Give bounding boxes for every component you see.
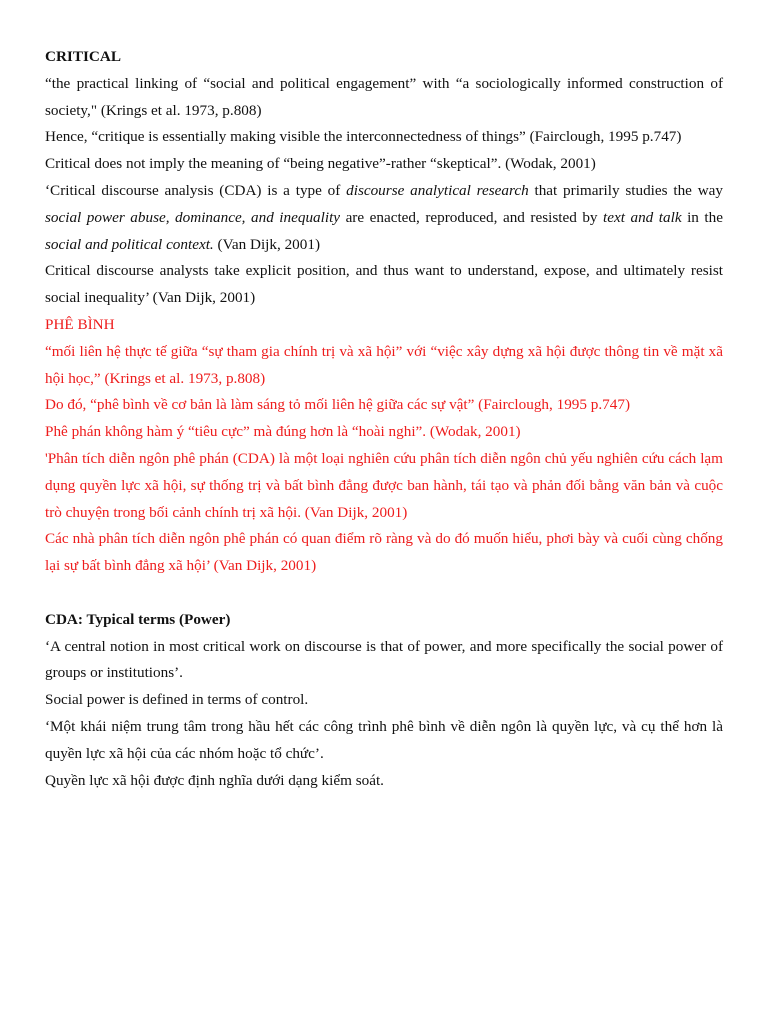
paragraph-social-power-control: Social power is defined in terms of control.	[45, 691, 309, 709]
paragraph-power-notion: ‘A central notion in most critical work on discourse is that of power, and more specifically the social power of groups or institutions’.	[45, 637, 723, 682]
paragraph-cda-definition	[45, 178, 723, 258]
paragraph-cda-analysts: Critical discourse analysts take explicit position, and thus want to understand, expose, and ultimately resist social inequality’ (Van Dijk, 2001)	[45, 262, 723, 307]
text-span: ‘Critical discourse analysis (CDA) is a type of	[45, 181, 347, 199]
text-span: that primarily studies the way	[528, 181, 724, 199]
italic-span: social power abuse, dominance, and inequality	[45, 208, 341, 226]
paragraph-critical-wodak: Critical does not imply the meaning of “being negative”-rather “skeptical”. (Wodak, 2001)	[45, 155, 596, 173]
italic-span: text and talk	[603, 208, 682, 226]
text-span: in the	[681, 208, 723, 226]
paragraph-critique-fairclough: Hence, “critique is essentially making visible the interconnectedness of things” (Fairclough, 1995 p.747)	[45, 128, 682, 146]
paragraph-vi-social-power-control: Quyền lực xã hội được định nghĩa dưới dạng kiểm soát.	[45, 771, 384, 789]
section-heading-phe-binh: PHÊ BÌNH	[45, 315, 115, 333]
paragraph-vi-cda-analysts: Các nhà phân tích diễn ngôn phê phán có quan điểm rõ ràng và do đó muốn hiểu, phơi bày và cuối cùng chống lại sự bất bình đẳng xã hội’ (Van Dijk, 2001)	[45, 530, 723, 575]
italic-span: social and political context.	[45, 235, 214, 253]
paragraph-vi-critical-wodak: Phê phán không hàm ý “tiêu cực” mà đúng hơn là “hoài nghi”. (Wodak, 2001)	[45, 423, 521, 441]
section-heading-critical: CRITICAL	[45, 48, 121, 65]
section-spacer	[45, 580, 723, 607]
italic-span: discourse analytical research	[346, 181, 529, 199]
paragraph-vi-cda-definition: 'Phân tích diễn ngôn phê phán (CDA) là một loại nghiên cứu phân tích diễn ngôn chủ yếu nghiên cứu cách lạm dụng quyền lực xã hội, sự thống trị và bất bình đẳng được ban hành, tái tạo và phản đối bằng văn bản và cuộc trò chuyện trong bối cảnh chính trị xã hội. (Van Dijk, 2001)	[45, 449, 723, 521]
text-span: (Van Dijk, 2001)	[213, 235, 321, 253]
paragraph-vi-critical-definition: “mối liên hệ thực tế giữa “sự tham gia chính trị và xã hội” với “việc xây dựng xã hội được thông tin về mặt xã hội học,” (Krings et al. 1973, p.808)	[45, 342, 723, 387]
text-span: are enacted, reproduced, and resisted by	[340, 208, 604, 226]
paragraph-vi-critique-fairclough: Do đó, “phê bình về cơ bản là làm sáng tỏ mối liên hệ giữa các sự vật” (Fairclough, 1995 p.747)	[45, 396, 631, 414]
paragraph-critical-definition: “the practical linking of “social and political engagement” with “a sociologically informed construction of society," (Krings et al. 1973, p.808)	[45, 74, 723, 119]
paragraph-vi-power-notion: ‘Một khái niệm trung tâm trong hầu hết các công trình phê bình về diễn ngôn là quyền lực, và cụ thể hơn là quyền lực xã hội của các nhóm hoặc tổ chức’.	[45, 717, 723, 762]
section-heading-cda-power: CDA: Typical terms (Power)	[45, 610, 231, 628]
document-page	[45, 44, 723, 794]
